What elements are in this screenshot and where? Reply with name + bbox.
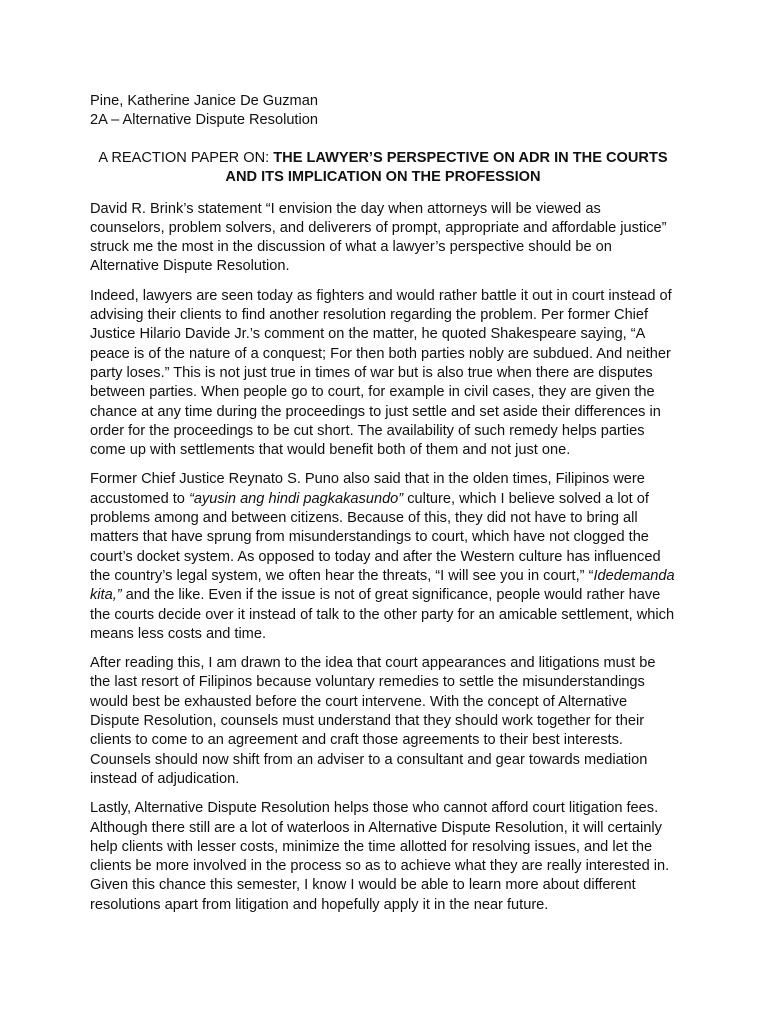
- paragraph-3-part-a: Former Chief Justice Reynato S. Puno also said that in the olden times, Filipinos were accustomed to: [90, 471, 645, 507]
- paragraph-3-part-e: and the like. Even if the issue is not of great significance, people would rather have the courts decide over it instead of talk to the other party for an amicable settlement, which means less costs and time.: [90, 587, 675, 642]
- title-prefix: A REACTION PAPER ON:: [98, 149, 274, 166]
- paragraph-5: Lastly, Alternative Dispute Resolution helps those who cannot afford court litigation fees. Although there still are a lot of waterloos in Alternative Dispute Resolution, it will certainly help clients with lesser costs, minimize the time allotted for resolving issues, and let the clients be more involved in the process so as to achieve what they are really interested in. Given this chance this semester, I know I would be able to learn more about different resolutions apart from litigation and hopefully apply it in the near future.: [90, 800, 670, 913]
- title-main: THE LAWYER’S PERSPECTIVE ON ADR IN THE COURTS AND ITS IMPLICATION ON THE PROFESSION: [225, 149, 668, 186]
- paragraph-2: Indeed, lawyers are seen today as fighters and would rather battle it out in court instead of advising their clients to find another resolution regarding the problem. Per former Chief Justice Hilario Davide Jr.’s comment on the matter, he quoted Shakespeare saying, “A peace is of the nature of a conquest; For then both parties nobly are subdued. And neither party loses.” This is not just true in times of war but is also true when there are disputes between parties. When people go to court, for example in civil cases, they are given the chance at any time during the proceedings to just settle and set aside their differences in order for the proceedings to be cut short. The availability of such remedy helps parties come up with settlements that would benefit both of them and not just one.: [90, 287, 672, 459]
- paragraph-4: After reading this, I am drawn to the idea that court appearances and litigations must be the last resort of Filipinos because voluntary remedies to settle the misunderstandings would best be exhausted before the court intervene. With the concept of Alternative Dispute Resolution, counsels must understand that they should work together for their clients to come to an agreement and craft those agreements to their best interests. Counsels should now shift from an adviser to a consultant and gear towards mediation instead of adjudication.: [90, 655, 656, 787]
- author-name: Pine, Katherine Janice De Guzman: [90, 93, 318, 109]
- paragraph-3-part-c: culture, which I believe solved a lot of problems among and between citizens. Because of this, they did not have to bring all matters that have sprung from misunderstandings to court, which have not clogged the court’s docket system. As opposed to today and after the Western culture has influenced the country’s legal system, we often hear the threats, “I will see you in court,” “: [90, 490, 661, 584]
- paragraph-3-italic-quote: Idedemanda kita,”: [90, 567, 675, 604]
- paragraph-3: [90, 470, 676, 644]
- course-label: 2A – Alternative Dispute Resolution: [90, 112, 318, 129]
- document-page: [90, 92, 676, 925]
- paragraph-3-italic-phrase: “ayusin ang hindi pagkakasundo”: [188, 490, 404, 507]
- paper-title: [90, 149, 676, 188]
- paragraph-1: David R. Brink’s statement “I envision the day when attorneys will be viewed as counselors, problem solvers, and deliverers of prompt, appropriate and affordable justice” struck me the most in the discussion of what a lawyer’s perspective should be on Alternative Dispute Resolution.: [90, 200, 667, 275]
